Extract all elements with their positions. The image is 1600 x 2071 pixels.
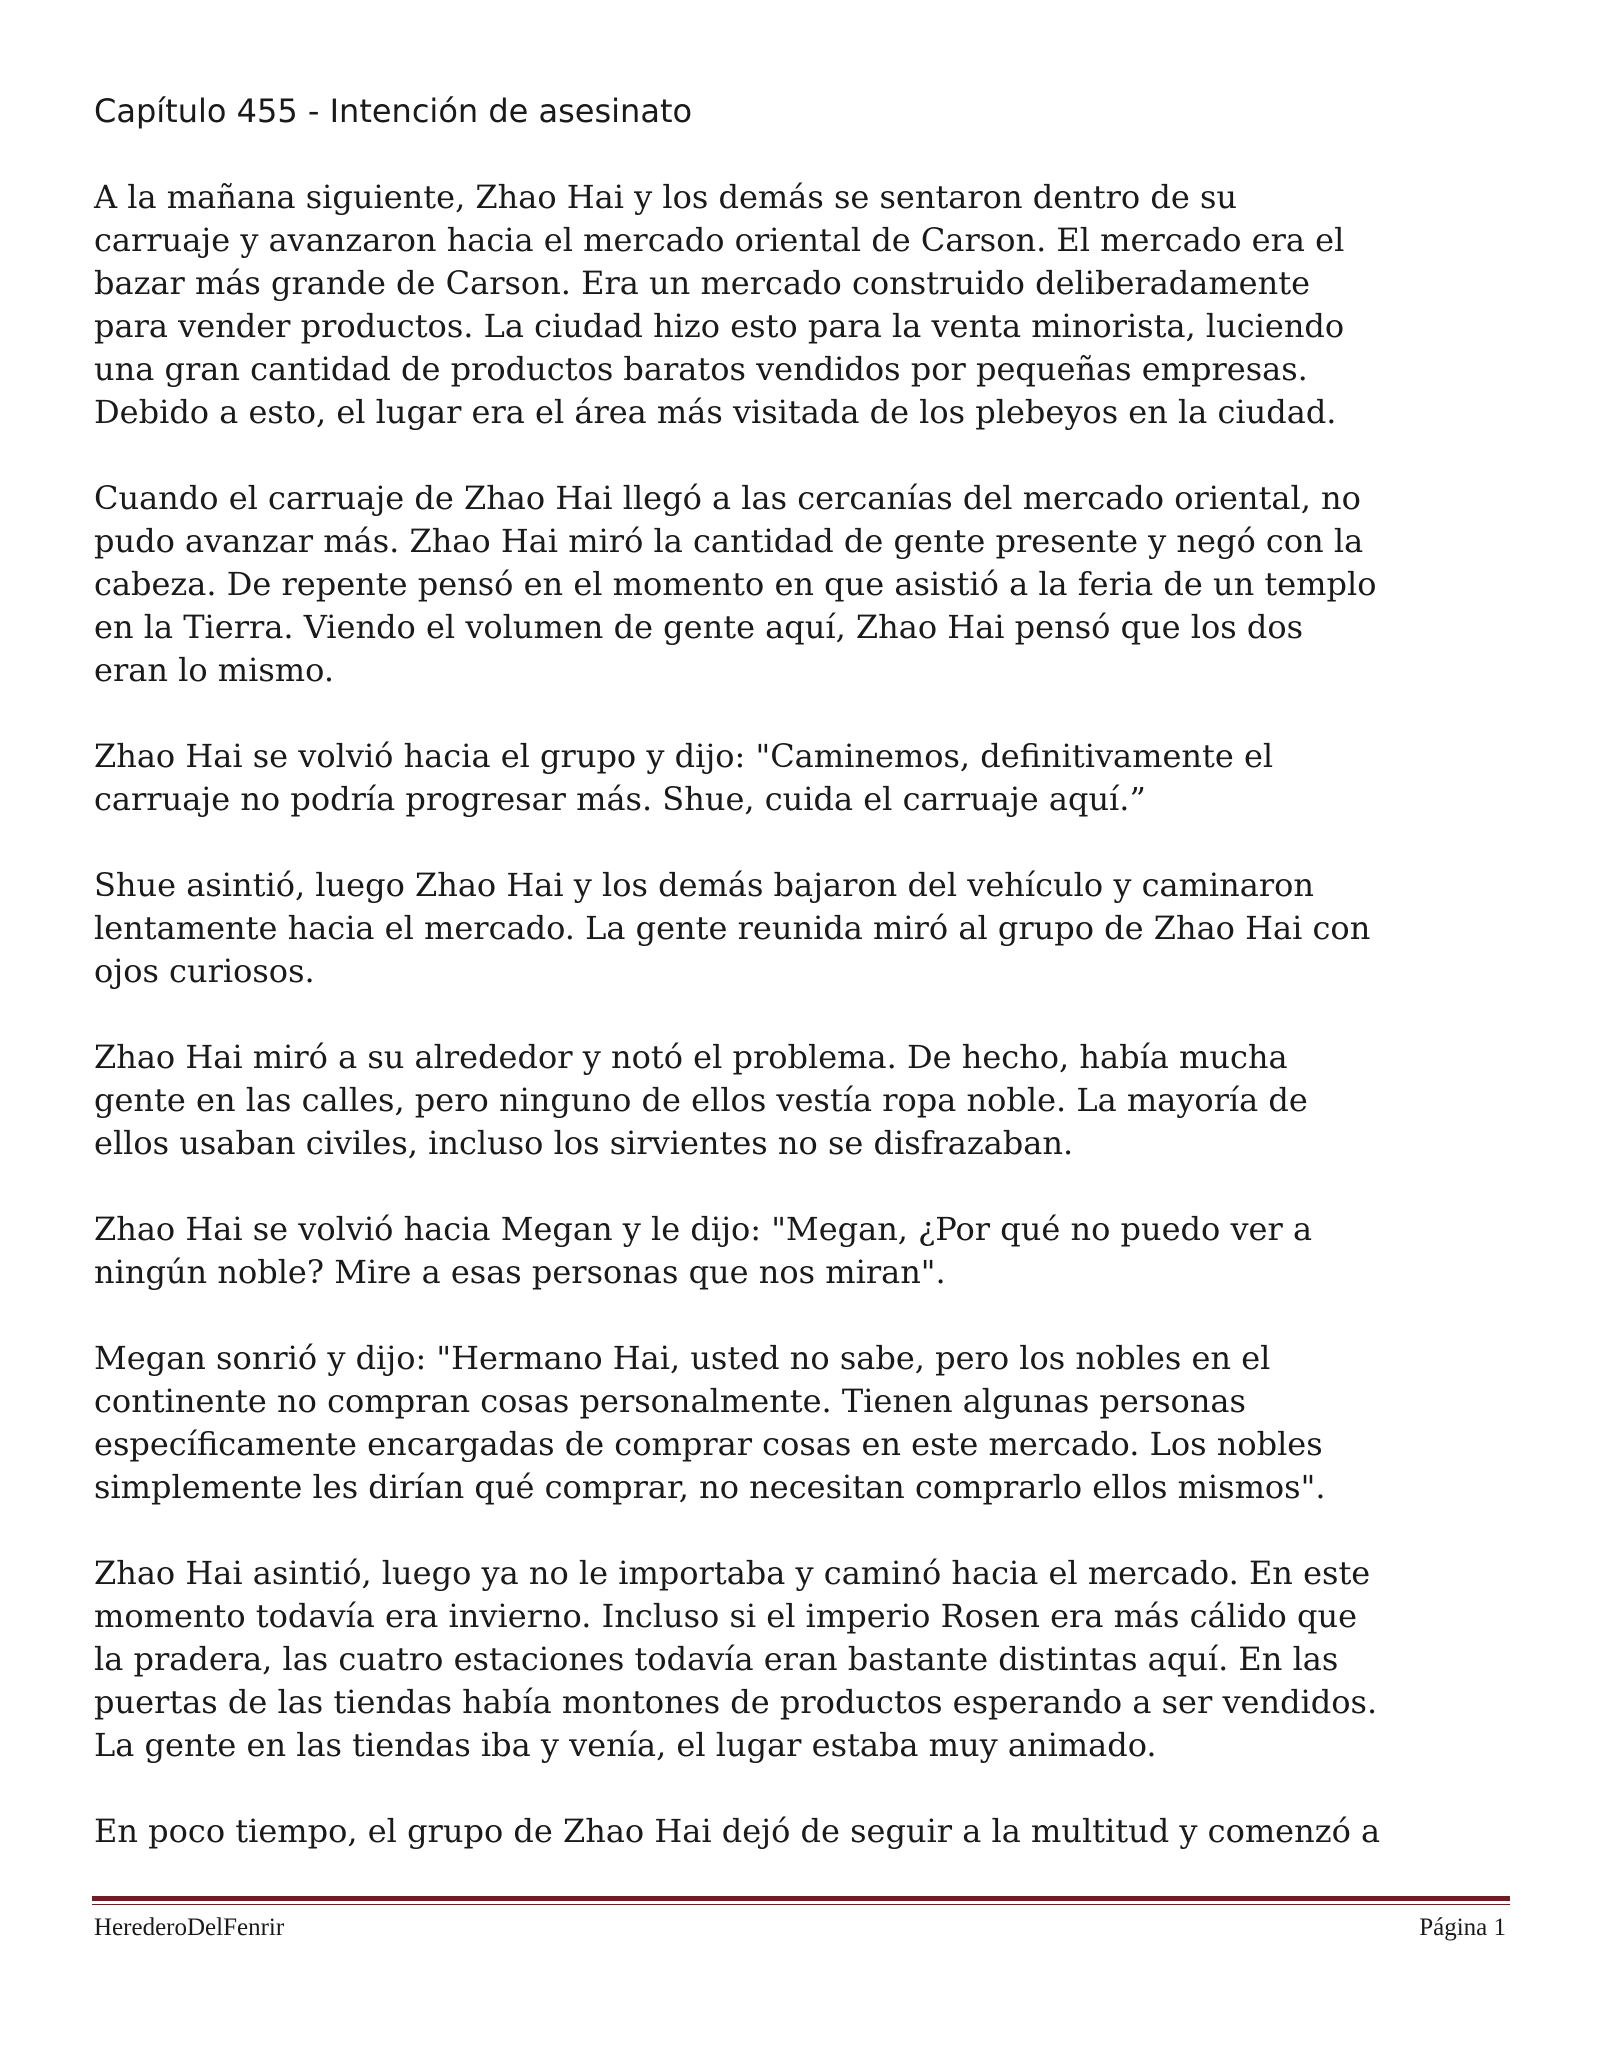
text-line: en la Tierra. Viendo el volumen de gente aquí, Zhao Hai pensó que los dos: [94, 608, 1304, 646]
paragraph: [94, 864, 1534, 993]
text-line: específicamente encargadas de comprar cosas en este mercado. Los nobles: [94, 1425, 1323, 1463]
text-line: Cuando el carruaje de Zhao Hai llegó a las cercanías del mercado oriental, no: [94, 479, 1361, 517]
footer-divider-thin: [92, 1904, 1510, 1905]
text-line: En poco tiempo, el grupo de Zhao Hai dejó de seguir a la multitud y comenzó a: [94, 1812, 1381, 1850]
footer-author: HerederoDelFenrir: [94, 1914, 285, 1941]
text-line: carruaje y avanzaron hacia el mercado oriental de Carson. El mercado era el: [94, 221, 1345, 259]
paragraph: [94, 477, 1534, 692]
text-line: ojos curiosos.: [94, 952, 315, 990]
text-line: Megan sonrió y dijo: "Hermano Hai, usted no sabe, pero los nobles en el: [94, 1339, 1271, 1377]
paragraph: [94, 1337, 1534, 1509]
text-line: una gran cantidad de productos baratos vendidos por pequeñas empresas.: [94, 350, 1308, 388]
paragraph: [94, 1810, 1534, 1853]
text-line: Zhao Hai asintió, luego ya no le importaba y caminó hacia el mercado. En este: [94, 1554, 1371, 1592]
paragraph: [94, 1552, 1534, 1767]
paragraph: [94, 735, 1534, 821]
text-line: Zhao Hai se volvió hacia el grupo y dijo: "Caminemos, definitivamente el: [94, 737, 1274, 775]
text-line: Zhao Hai se volvió hacia Megan y le dijo: "Megan, ¿Por qué no puedo ver a: [94, 1210, 1313, 1248]
text-line: Debido a esto, el lugar era el área más visitada de los plebeyos en la ciudad.: [94, 393, 1337, 431]
text-line: lentamente hacia el mercado. La gente reunida miró al grupo de Zhao Hai con: [94, 909, 1371, 947]
text-line: Zhao Hai miró a su alrededor y notó el problema. De hecho, había mucha: [94, 1038, 1288, 1076]
text-line: la pradera, las cuatro estaciones todavía eran bastante distintas aquí. En las: [94, 1640, 1339, 1678]
text-line: para vender productos. La ciudad hizo esto para la venta minorista, luciendo: [94, 307, 1345, 345]
text-line: ellos usaban civiles, incluso los sirvientes no se disfrazaban.: [94, 1124, 1074, 1162]
document-body: [94, 90, 1534, 1896]
text-line: continente no compran cosas personalmente. Tienen algunas personas: [94, 1382, 1246, 1420]
text-line: eran lo mismo.: [94, 651, 334, 689]
text-line: bazar más grande de Carson. Era un mercado construido deliberadamente: [94, 264, 1311, 302]
text-line: Shue asintió, luego Zhao Hai y los demás bajaron del vehículo y caminaron: [94, 866, 1315, 904]
text-line: carruaje no podría progresar más. Shue, cuida el carruaje aquí.”: [94, 780, 1146, 818]
paragraph: [94, 176, 1534, 434]
footer-page-number: Página 1: [1419, 1914, 1506, 1941]
text-line: puertas de las tiendas había montones de productos esperando a ser vendidos.: [94, 1683, 1378, 1721]
text-line: La gente en las tiendas iba y venía, el lugar estaba muy animado.: [94, 1726, 1157, 1764]
text-line: cabeza. De repente pensó en el momento en que asistió a la feria de un templo: [94, 565, 1377, 603]
chapter-title: Capítulo 455 - Intención de asesinato: [94, 92, 693, 130]
text-line: pudo avanzar más. Zhao Hai miró la cantidad de gente presente y negó con la: [94, 522, 1364, 560]
text-line: A la mañana siguiente, Zhao Hai y los demás se sentaron dentro de su: [94, 178, 1237, 216]
footer-divider: [92, 1896, 1510, 1901]
text-line: gente en las calles, pero ninguno de ellos vestía ropa noble. La mayoría de: [94, 1081, 1308, 1119]
paragraph: [94, 1208, 1534, 1294]
paragraph: [94, 1036, 1534, 1165]
text-line: momento todavía era invierno. Incluso si el imperio Rosen era más cálido que: [94, 1597, 1358, 1635]
text-line: ningún noble? Mire a esas personas que nos miran".: [94, 1253, 946, 1291]
text-line: simplemente les dirían qué comprar, no necesitan comprarlo ellos mismos".: [94, 1468, 1326, 1506]
